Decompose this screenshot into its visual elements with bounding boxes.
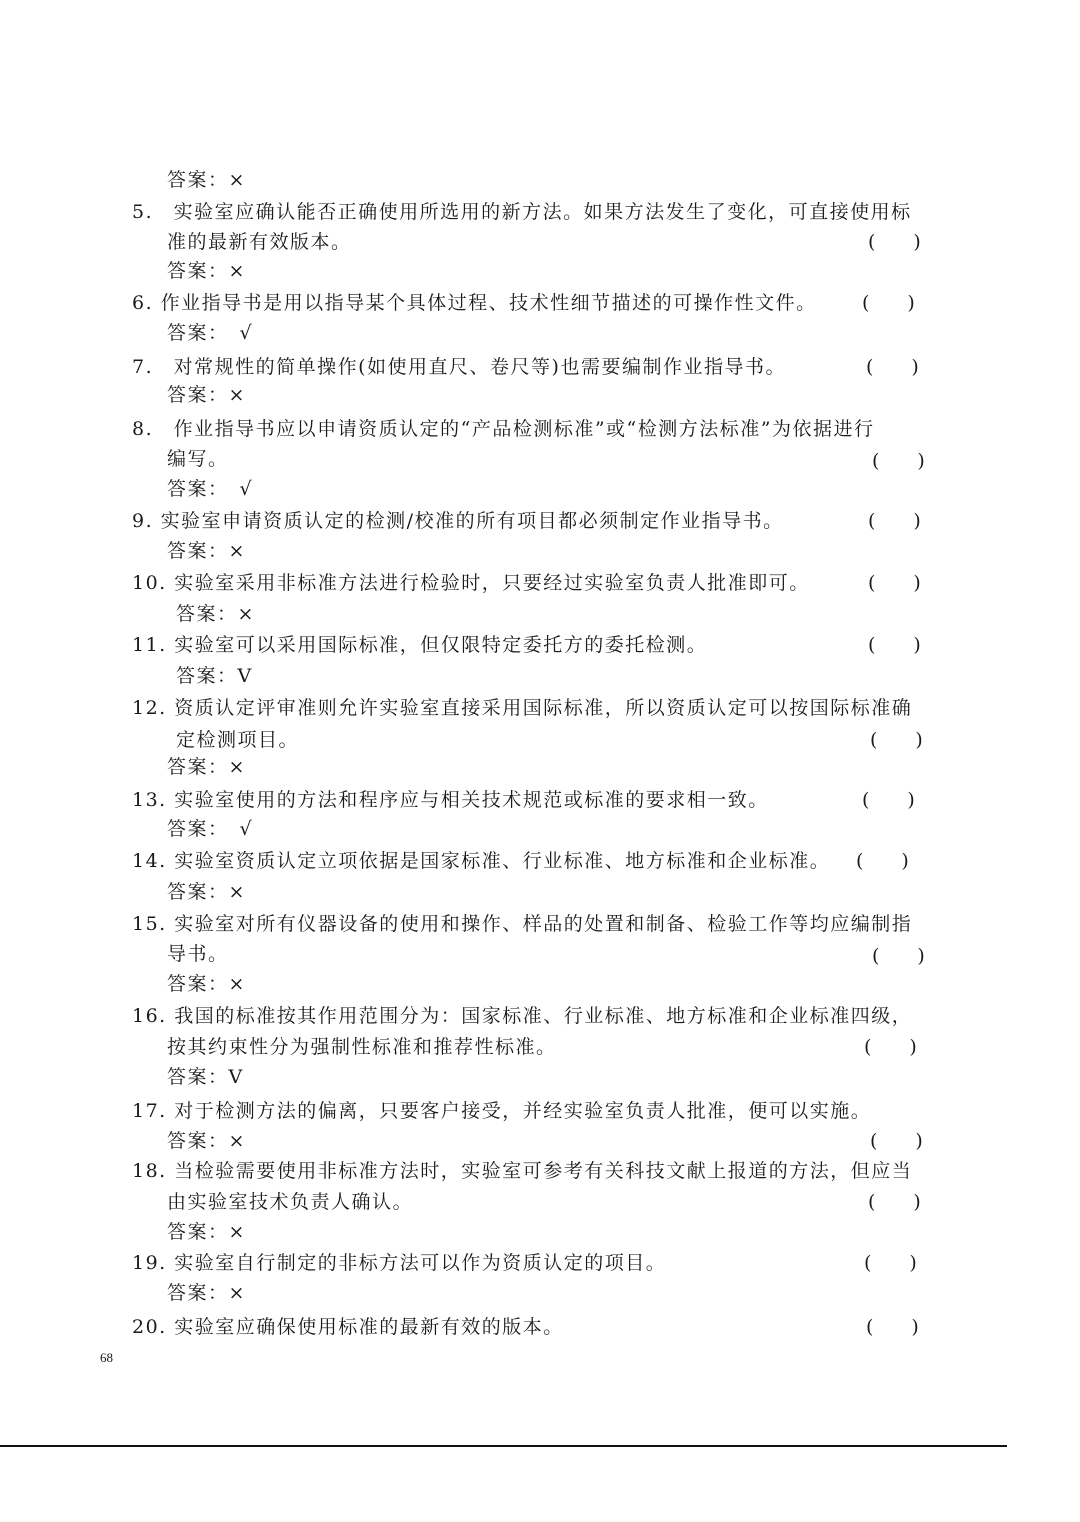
- answer-12: 答案：×: [167, 756, 246, 778]
- answer-blank-7: ( ): [866, 356, 919, 378]
- question-17: 17. 对于检测方法的偏离，只要客户接受，并经实验室负责人批准，便可以实施。: [132, 1100, 872, 1122]
- answer-blank-19: ( ): [864, 1252, 917, 1274]
- answer-17: 答案：×: [167, 1130, 246, 1152]
- question-16-line-1: 16. 我国的标准按其作用范围分为：国家标准、行业标准、地方标准和企业标准四级，: [132, 1005, 913, 1027]
- question-7: 7. 对常规性的简单操作(如使用直尺、卷尺等)也需要编制作业指导书。: [132, 356, 786, 378]
- question-13: 13. 实验室使用的方法和程序应与相关技术规范或标准的要求相一致。: [132, 789, 769, 811]
- footer-rule: [0, 1445, 1007, 1447]
- answer-7: 答案：×: [167, 384, 246, 406]
- answer-blank-20: ( ): [866, 1316, 919, 1338]
- question-8-line-2: 编写。: [167, 448, 229, 470]
- answer-blank-16: ( ): [864, 1036, 917, 1058]
- answer-6: 答案： √: [167, 322, 254, 344]
- answer-blank-10: ( ): [868, 572, 921, 594]
- answer-16: 答案：V: [167, 1066, 244, 1088]
- answer-18: 答案：×: [167, 1221, 246, 1243]
- answer-8: 答案： √: [167, 478, 254, 500]
- question-20: 20. 实验室应确保使用标准的最新有效的版本。: [132, 1316, 564, 1338]
- answer-blank-15: ( ): [872, 945, 925, 967]
- answer-10: 答案：×: [176, 603, 255, 625]
- answer-blank-12: ( ): [870, 729, 923, 751]
- answer-blank-9: ( ): [868, 510, 921, 532]
- question-5-line-1: 5. 实验室应确认能否正确使用所选用的新方法。如果方法发生了变化，可直接使用标: [132, 201, 912, 223]
- page-number: 68: [100, 1350, 113, 1365]
- question-18-line-2: 由实验室技术负责人确认。: [167, 1191, 414, 1213]
- answer-blank-8: ( ): [872, 450, 925, 472]
- question-10: 10. 实验室采用非标准方法进行检验时，只要经过实验室负责人批准即可。: [132, 572, 810, 594]
- answer-4: 答案：×: [167, 169, 246, 191]
- answer-blank-5: ( ): [868, 231, 921, 253]
- answer-blank-11: ( ): [868, 634, 921, 656]
- answer-9: 答案：×: [167, 540, 246, 562]
- question-15-line-1: 15. 实验室对所有仪器设备的使用和操作、样品的处置和制备、检验工作等均应编制指: [132, 913, 913, 935]
- answer-blank-13: ( ): [862, 789, 915, 811]
- question-18-line-1: 18. 当检验需要使用非标准方法时，实验室可参考有关科技文献上报道的方法，但应当: [132, 1160, 913, 1182]
- answer-blank-17: ( ): [870, 1130, 923, 1152]
- question-5-line-2: 准的最新有效版本。: [167, 231, 352, 253]
- question-16-line-2: 按其约束性分为强制性标准和推荐性标准。: [167, 1036, 557, 1058]
- question-12-line-1: 12. 资质认定评审准则允许实验室直接采用国际标准，所以资质认定可以按国际标准确: [132, 697, 913, 719]
- question-6: 6. 作业指导书是用以指导某个具体过程、技术性细节描述的可操作性文件。: [132, 292, 817, 314]
- answer-15: 答案：×: [167, 973, 246, 995]
- answer-13: 答案： √: [167, 818, 254, 840]
- question-11: 11. 实验室可以采用国际标准，但仅限特定委托方的委托检测。: [132, 634, 708, 656]
- answer-5: 答案：×: [167, 260, 246, 282]
- answer-19: 答案：×: [167, 1282, 246, 1304]
- question-14: 14. 实验室资质认定立项依据是国家标准、行业标准、地方标准和企业标准。: [132, 850, 831, 872]
- question-19: 19. 实验室自行制定的非标方法可以作为资质认定的项目。: [132, 1252, 667, 1274]
- answer-blank-18: ( ): [868, 1191, 921, 1213]
- answer-11: 答案：V: [176, 665, 253, 687]
- question-8-line-1: 8. 作业指导书应以申请资质认定的“产品检测标准”或“检测方法标准”为依据进行: [132, 418, 875, 440]
- question-12-line-2: 定检测项目。: [176, 729, 300, 751]
- answer-blank-6: ( ): [862, 292, 915, 314]
- answer-blank-14: ( ): [856, 850, 909, 872]
- question-15-line-2: 导书。: [167, 943, 229, 965]
- answer-14: 答案：×: [167, 881, 246, 903]
- question-9: 9. 实验室申请资质认定的检测/校准的所有项目都必须制定作业指导书。: [132, 510, 784, 532]
